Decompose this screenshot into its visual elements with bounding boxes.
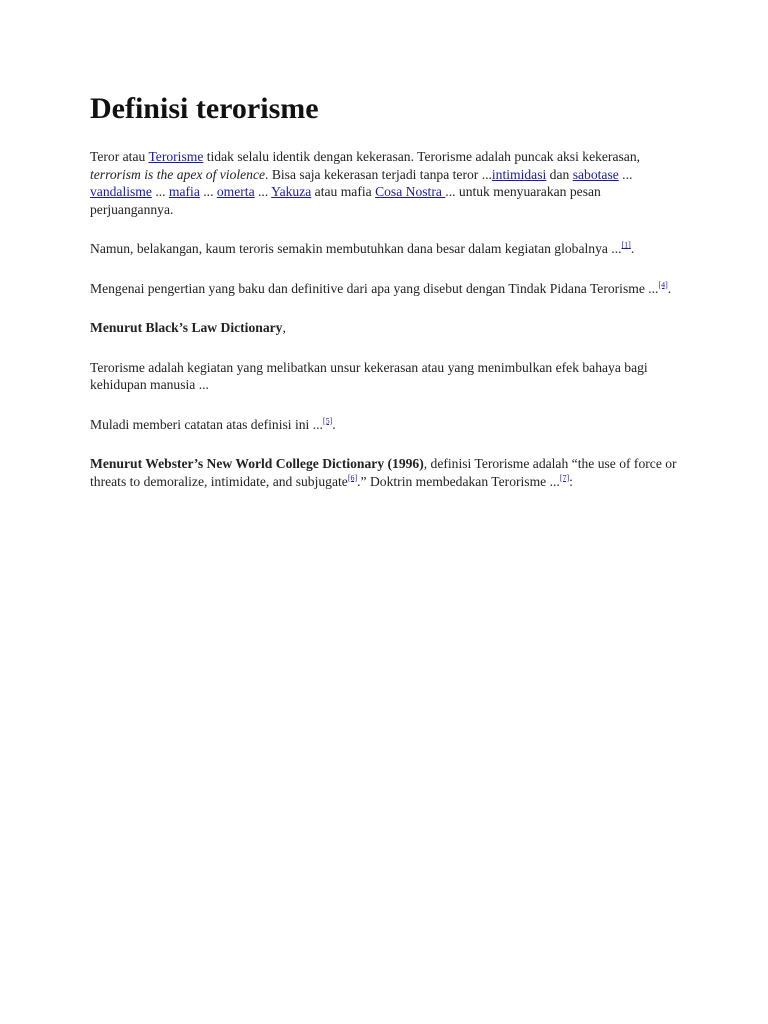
link-yakuza[interactable]: Yakuza [271, 184, 312, 199]
text-span: Teror atau [90, 149, 149, 164]
text-span: . Bisa saja kekerasan terjadi tanpa teror ... [265, 166, 492, 182]
link-sabotase[interactable]: sabotase [572, 166, 619, 182]
text-span: .” Doktrin membedakan Terorisme ... [357, 473, 560, 489]
link-terorisme[interactable]: Terorisme [148, 149, 204, 164]
paragraph-funding [90, 240, 682, 258]
text-span: ... [199, 184, 217, 199]
paragraph-standard-definition [90, 280, 682, 298]
footnote-ref[interactable]: [6] [347, 472, 358, 482]
text-span: dan [546, 166, 573, 182]
italic-quote: terrorism is the apex of violence [90, 166, 266, 182]
section-heading-webster: Menurut Webster’s New World College Dictionary (1996) [90, 456, 424, 471]
text-span: : [569, 473, 573, 489]
text-span: Mengenai pengertian yang baku dan definitive dari apa yang disebut dengan Tindak Pidana Terorisme ... [90, 280, 659, 296]
text-span: ... [151, 184, 169, 199]
text-span: Namun, belakangan, kaum teroris semakin membutuhkan dana besar dalam kegiatan globalnya ... [90, 241, 622, 256]
link-omerta[interactable]: omerta [216, 184, 255, 199]
link-mafia[interactable]: mafia [168, 184, 200, 199]
text-span: . [630, 241, 635, 256]
footnote-ref[interactable]: [5] [322, 415, 333, 425]
page-title: Definisi terorisme [90, 92, 319, 125]
text-span: ... untuk menyuarakan pesan perjuangannya. [90, 184, 601, 217]
paragraph-definition [90, 148, 682, 218]
footnote-ref[interactable]: [4] [658, 279, 668, 289]
text-span: . [667, 280, 672, 296]
heading-text: Menurut Black’s Law Dictionary [90, 320, 283, 335]
footnote-ref[interactable]: [7] [559, 472, 570, 482]
paragraph-black-definition: Terorisme adalah kegiatan yang melibatkan unsur kekerasan atau yang menimbulkan efek bahaya bagi kehidupan manusia ... [90, 359, 648, 392]
text-span: ... [254, 184, 272, 199]
link-vandalisme[interactable]: vandalisme [90, 184, 152, 199]
text-span: atau mafia [311, 184, 376, 199]
text-span: . [332, 416, 336, 432]
text-span: tidak selalu identik dengan kekerasan. Terorisme adalah puncak aksi kekerasan, [203, 149, 641, 164]
footnote-ref[interactable]: [1] [621, 240, 631, 250]
text-span: Muladi memberi catatan atas definisi ini ... [90, 416, 323, 432]
link-cosa-nostra[interactable]: Cosa Nostra [375, 184, 446, 199]
link-intimidasi[interactable]: intimidasi [491, 166, 547, 182]
paragraph-webster [90, 455, 682, 490]
section-heading-black [90, 319, 682, 337]
text-span: , [282, 320, 286, 335]
text-span: , definisi Terorisme adalah “the use of force or threats to demoralize, intimidate, and subjugate [90, 456, 677, 489]
article [90, 92, 682, 512]
paragraph-muladi [90, 416, 682, 434]
text-span: ... [618, 166, 633, 182]
